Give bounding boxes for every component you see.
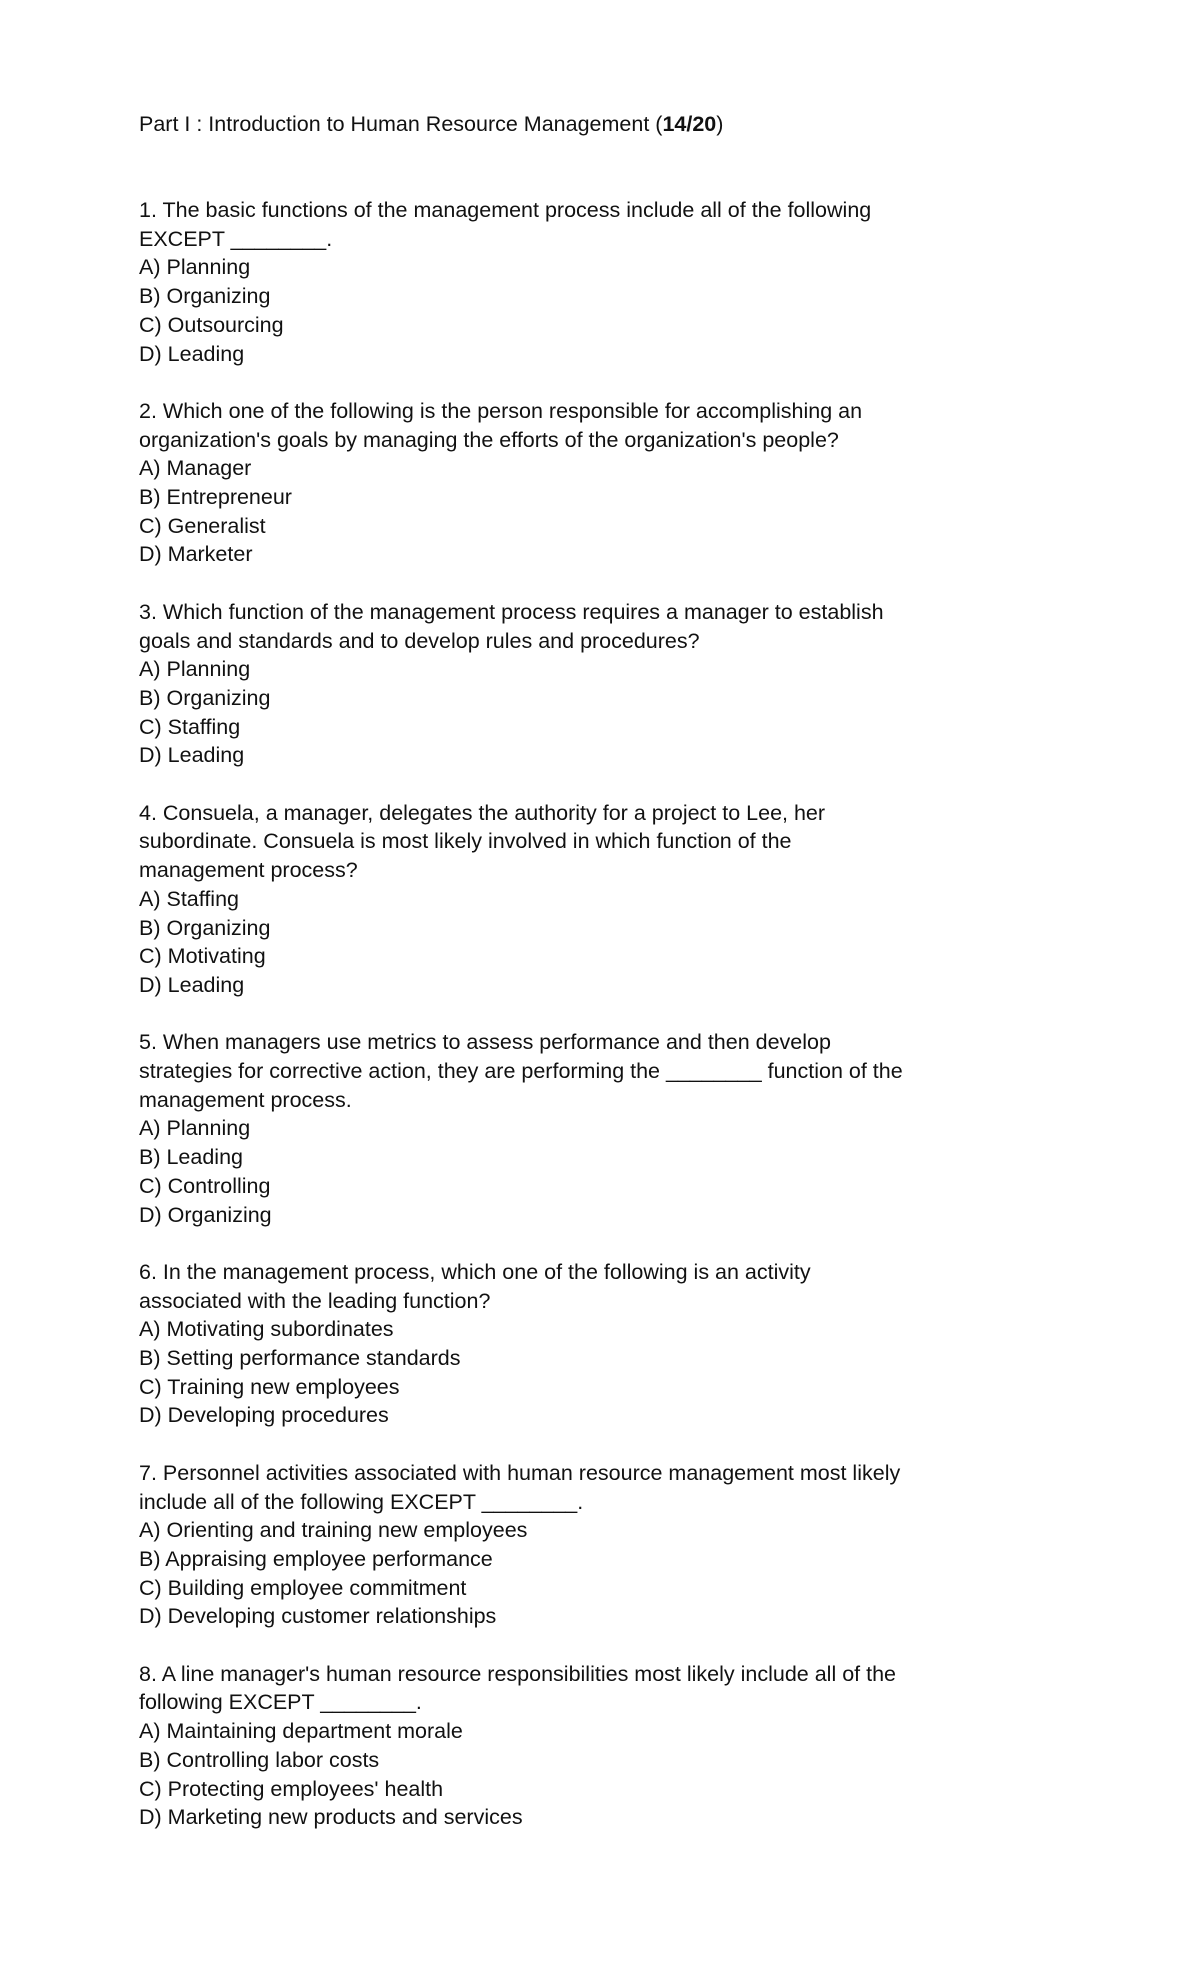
page-heading [139, 110, 723, 139]
question-text-line: strategies for corrective action, they are performing the ________ function of the [139, 1059, 903, 1084]
answer-option: D) Leading [139, 743, 245, 768]
question-text-line: goals and standards and to develop rules and procedures? [139, 628, 700, 653]
answer-option: B) Organizing [139, 685, 271, 710]
question-text-line: 7. Personnel activities associated with human resource management most likely [139, 1460, 901, 1485]
question-text-line: 3. Which function of the management process requires a manager to establish [139, 599, 884, 624]
question-text-line: subordinate. Consuela is most likely involved in which function of the [139, 829, 792, 854]
question-6 [139, 1258, 1039, 1430]
question-text-line: management process. [139, 1087, 352, 1112]
answer-option: C) Protecting employees' health [139, 1776, 444, 1801]
question-1 [139, 196, 1039, 368]
question-text-line: 8. A line manager's human resource responsibilities most likely include all of the [139, 1661, 896, 1686]
question-8 [139, 1660, 1039, 1832]
question-list [139, 196, 1039, 1861]
question-3 [139, 598, 1039, 770]
question-text-line: 5. When managers use metrics to assess performance and then develop [139, 1030, 831, 1055]
question-text-line: EXCEPT ________. [139, 226, 333, 251]
answer-option: D) Leading [139, 972, 245, 997]
answer-option: A) Maintaining department morale [139, 1719, 463, 1744]
question-text-line: 6. In the management process, which one of the following is an activity [139, 1259, 811, 1284]
question-4 [139, 799, 1039, 1000]
answer-option: B) Controlling labor costs [139, 1747, 380, 1772]
answer-option: B) Setting performance standards [139, 1346, 461, 1371]
answer-option: B) Entrepreneur [139, 485, 292, 510]
answer-option: D) Developing procedures [139, 1403, 389, 1428]
heading-part-label: Part I : Introduction to Human Resource Management ( [139, 112, 663, 136]
question-7 [139, 1459, 1039, 1631]
answer-option: D) Marketing new products and services [139, 1805, 523, 1830]
answer-option: D) Developing customer relationships [139, 1604, 497, 1629]
answer-option: C) Building employee commitment [139, 1575, 467, 1600]
question-text-line: organization's goals by managing the efforts of the organization's people? [139, 427, 839, 452]
answer-option: B) Leading [139, 1145, 243, 1170]
answer-option: C) Generalist [139, 513, 266, 538]
question-text-line: management process? [139, 858, 358, 883]
answer-option: D) Leading [139, 341, 245, 366]
answer-option: D) Marketer [139, 542, 253, 567]
question-text-line: associated with the leading function? [139, 1288, 491, 1313]
question-text-line: following EXCEPT ________. [139, 1690, 422, 1715]
answer-option: B) Appraising employee performance [139, 1546, 493, 1571]
answer-option: A) Orienting and training new employees [139, 1518, 528, 1543]
heading-close-paren: ) [716, 112, 724, 136]
answer-option: C) Controlling [139, 1173, 271, 1198]
question-5 [139, 1028, 1039, 1229]
answer-option: A) Motivating subordinates [139, 1317, 394, 1342]
answer-option: C) Training new employees [139, 1374, 400, 1399]
answer-option: A) Manager [139, 456, 252, 481]
answer-option: C) Motivating [139, 944, 266, 969]
answer-option: C) Staffing [139, 714, 241, 739]
answer-option: D) Organizing [139, 1202, 272, 1227]
answer-option: A) Planning [139, 1116, 251, 1141]
question-2 [139, 397, 1039, 569]
question-text-line: 2. Which one of the following is the person responsible for accomplishing an [139, 398, 863, 423]
question-text-line: 4. Consuela, a manager, delegates the authority for a project to Lee, her [139, 800, 826, 825]
answer-option: B) Organizing [139, 284, 271, 309]
question-text-line: 1. The basic functions of the management process include all of the following [139, 198, 872, 222]
answer-option: A) Planning [139, 255, 251, 280]
answer-option: C) Outsourcing [139, 312, 284, 337]
answer-option: A) Staffing [139, 886, 239, 911]
answer-option: B) Organizing [139, 915, 271, 940]
question-text-line: include all of the following EXCEPT ________. [139, 1489, 584, 1514]
answer-option: A) Planning [139, 657, 251, 682]
heading-score: 14/20 [662, 112, 717, 136]
